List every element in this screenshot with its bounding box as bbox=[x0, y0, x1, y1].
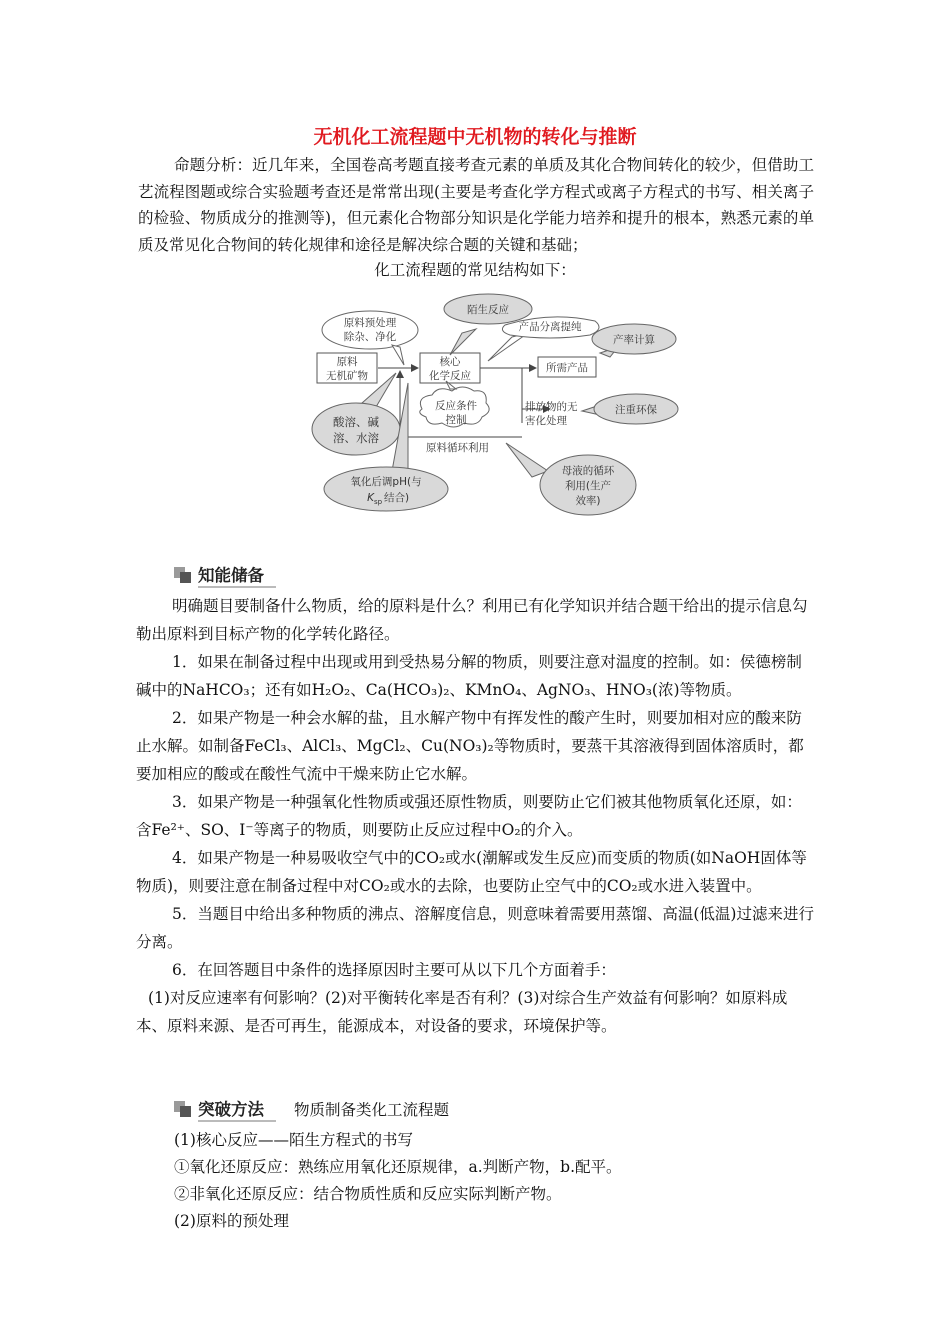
environment-text: 注重环保 bbox=[615, 404, 657, 416]
flow-diagram bbox=[300, 293, 690, 525]
knowledge-item-1: 1．如果在制备过程中出现或用到受热易分解的物质，则要注意对温度的控制。如：侯德榜制碱中的NaHCO₃；还有如H₂O₂、Ca(HCO₃)₂、KMnO₄、AgNO₃、HNO₃(浓)等物质。 bbox=[136, 653, 802, 699]
section-subtitle: 物质制备类化工流程题 bbox=[294, 1101, 450, 1119]
intro-paragraph: 命题分析：近几年来，全国卷高考题直接考查元素的单质及其化合物间转化的较少，但借助工艺流程图题或综合实验题考查还是常常出现(主要是考查化学方程式或离子方程式的书写、相关离子的检验、物质成分的推测等)，但元素化合物部分知识是化学能力培养和提升的根本，熟悉元素的单质及常见化合物间的转化规律和途径是解决综合题的关键和基础； bbox=[138, 156, 814, 254]
knowledge-item-2: 2．如果产物是一种会水解的盐，且水解产物中有挥发性的酸产生时，则要加相对应的酸来防止水解。如制备FeCl₃、AlCl₃、MgCl₂、Cu(NO₃)₂等物质时，要蒸干其溶液得到固体溶质时，都要加相应的酸或在酸性气流中干燥来防止它水解。 bbox=[136, 709, 804, 783]
page-title: 无机化工流程题中无机物的转化与推断 bbox=[313, 126, 637, 148]
section-marker-icon bbox=[174, 1101, 192, 1117]
separation-pointer bbox=[488, 333, 528, 361]
knowledge-item-4: 4．如果产物是一种易吸收空气中的CO₂或水(潮解或发生反应)而变质的物质(如NaOH固体等物质)，则要注意在制备过程中对CO₂或水的去除，也要防止空气中的CO₂或水进入装置中。 bbox=[136, 849, 807, 895]
dissolve-text-1: 酸溶、碱 bbox=[333, 415, 379, 429]
section-label: 突破方法 bbox=[198, 1096, 276, 1122]
pretreat-text-1: 原料预处理 bbox=[343, 317, 397, 329]
raw-material-text-1: 原料 bbox=[336, 356, 358, 368]
mother-liquor-text-2: 利用(生产 bbox=[564, 480, 612, 492]
core-text-2: 化学反应 bbox=[429, 370, 471, 382]
product-text: 所需产品 bbox=[546, 362, 588, 374]
method-line-4: (2)原料的预处理 bbox=[174, 1212, 289, 1230]
method-line-3: ②非氧化还原反应：结合物质性质和反应实际判断产物。 bbox=[174, 1185, 562, 1203]
structure-caption: 化工流程题的常见结构如下： bbox=[374, 261, 576, 279]
unfamiliar-pointer bbox=[450, 329, 476, 355]
emission-text-1: 排放物的无 bbox=[525, 401, 578, 413]
recycle-text: 原料循环利用 bbox=[426, 442, 489, 454]
section-heading-knowledge bbox=[174, 564, 276, 586]
oxidize-callout bbox=[324, 467, 448, 511]
conditions-text-1: 反应条件 bbox=[435, 400, 477, 412]
method-line-2: ①氧化还原反应：熟练应用氧化还原规律，a.判断产物，b.配平。 bbox=[174, 1158, 622, 1176]
unfamiliar-text: 陌生反应 bbox=[467, 304, 509, 316]
dissolve-callout bbox=[312, 403, 400, 455]
core-text-1: 核心 bbox=[439, 356, 461, 368]
dissolve-text-2: 溶、水溶 bbox=[333, 431, 379, 445]
mother-liquor-text-3: 效率) bbox=[575, 495, 601, 507]
conditions-text-2: 控制 bbox=[445, 414, 467, 426]
mother-liquor-text-1: 母液的循环 bbox=[561, 465, 615, 477]
section-marker-icon bbox=[174, 567, 192, 583]
oxidize-text-1: 氧化后调pH(与 bbox=[350, 476, 422, 488]
pretreat-text-2: 除杂、净化 bbox=[343, 331, 397, 343]
ksp-k: K bbox=[367, 492, 374, 504]
knowledge-body bbox=[136, 592, 814, 1040]
knowledge-item-7: (1)对反应速率有何影响？(2)对平衡转化率是否有利？(3)对综合生产效益有何影响？如原料成本、原料来源、是否可再生，能源成本，对设备的要求，环境保护等。 bbox=[136, 989, 788, 1035]
raw-material-text-2: 无机矿物 bbox=[326, 370, 368, 382]
section-heading-method bbox=[174, 1098, 449, 1120]
method-line-1: (1)核心反应——陌生方程式的书写 bbox=[174, 1131, 413, 1149]
knowledge-lead: 明确题目要制备什么物质，给的原料是什么？利用已有化学知识并结合题干给出的提示信息勾勒出原料到目标产物的化学转化路径。 bbox=[136, 597, 808, 643]
section-label: 知能储备 bbox=[198, 562, 276, 588]
separation-text: 产品分离提纯 bbox=[518, 321, 582, 333]
ksp-sub: sp bbox=[374, 498, 383, 506]
knowledge-item-5: 5．当题目中给出多种物质的沸点、溶解度信息，则意味着需要用蒸馏、高温(低温)过滤来进行分离。 bbox=[136, 905, 814, 951]
knowledge-item-3: 3．如果产物是一种强氧化性物质或强还原性物质，则要防止它们被其他物质氧化还原，如：含Fe²⁺、SO、I⁻等离子的物质，则要防止反应过程中O₂的介入。 bbox=[136, 793, 802, 839]
mother-liquor-pointer bbox=[506, 443, 548, 477]
yield-text: 产率计算 bbox=[613, 334, 655, 346]
oxidize-text-2: 结合) bbox=[384, 492, 410, 504]
knowledge-item-6: 6．在回答题目中条件的选择原因时主要可从以下几个方面着手： bbox=[172, 961, 616, 979]
pretreat-pointer bbox=[392, 345, 404, 365]
emission-text-2: 害化处理 bbox=[525, 415, 567, 427]
